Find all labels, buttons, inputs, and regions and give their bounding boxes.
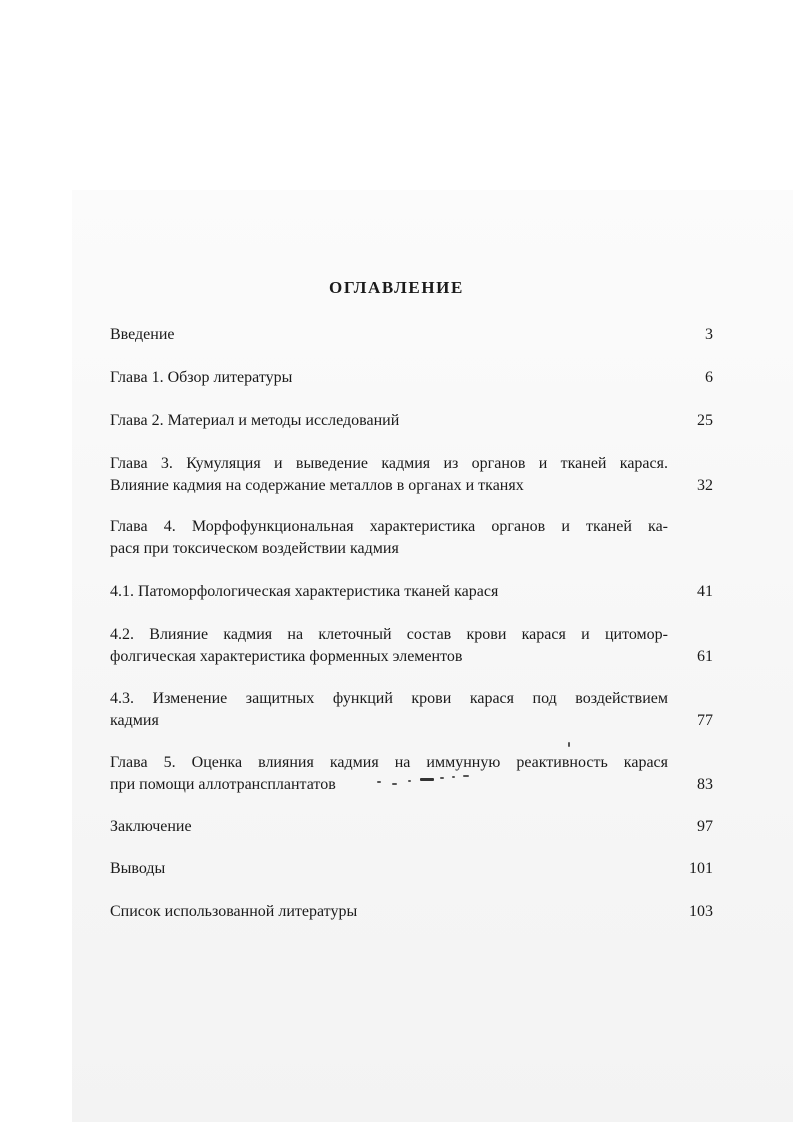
toc-entry-page: 103 [689, 903, 713, 920]
toc-entry-title-line-1: 4.2. Влияние кадмия на клеточный состав крови карася и цитомор- [110, 626, 668, 643]
toc-entry-page: 77 [697, 712, 713, 729]
scan-speck [568, 742, 570, 747]
scan-speck [420, 778, 434, 781]
toc-entry-page: 3 [705, 326, 713, 343]
scan-speck [392, 783, 397, 785]
toc-entry-chapter-5 [110, 752, 713, 796]
toc-entry-title-line-1: Глава 4. Морфофункциональная характеристика органов и тканей ка- [110, 518, 668, 535]
toc-entry-chapter-4 [110, 516, 713, 560]
toc-entry-introduction [110, 324, 713, 346]
toc-entry-section-4-3 [110, 688, 713, 732]
toc-entry-bibliography [110, 901, 713, 923]
toc-entry-title-line-2: кадмия [110, 712, 159, 729]
toc-heading: ОГЛАВЛЕНИЕ [329, 278, 464, 297]
toc-entry-title-line-2: рася при токсическом воздействии кадмия [110, 540, 399, 557]
scan-speck [440, 777, 444, 779]
scan-speck [377, 781, 381, 783]
toc-entry-page: 61 [697, 648, 713, 665]
toc-entry-title: Введение [110, 326, 175, 343]
toc-entry-chapter-1 [110, 367, 713, 389]
toc-entry-findings [110, 858, 713, 880]
scan-speck [463, 775, 469, 777]
toc-entry-title-line-2: при помощи аллотрансплантатов [110, 776, 336, 793]
scan-speck [408, 780, 411, 782]
toc-entry-title: 4.1. Патоморфологическая характеристика тканей карася [110, 583, 499, 600]
toc-entry-title-line-2: фолгическая характеристика форменных элементов [110, 648, 463, 665]
toc-entry-title: Глава 2. Материал и методы исследований [110, 412, 400, 429]
toc-entry-title: Выводы [110, 860, 166, 877]
toc-entry-page: 25 [697, 412, 713, 429]
toc-entry-page: 97 [697, 818, 713, 835]
toc-entry-title-line-2: Влияние кадмия на содержание металлов в органах и тканях [110, 477, 524, 494]
toc-entry-page: 83 [697, 776, 713, 793]
toc-entry-title-line-1: 4.3. Изменение защитных функций крови карася под воздействием [110, 690, 668, 707]
toc-entry-title: Глава 1. Обзор литературы [110, 369, 293, 386]
toc-entry-chapter-3 [110, 453, 713, 497]
toc-entry-title-line-1: Глава 3. Кумуляция и выведение кадмия из органов и тканей карася. [110, 455, 668, 472]
toc-entry-page: 6 [705, 369, 713, 386]
toc-entry-section-4-1 [110, 581, 713, 603]
scan-speck [452, 776, 455, 778]
toc-entry-page: 32 [697, 477, 713, 494]
toc-entry-section-4-2 [110, 624, 713, 668]
toc-entry-conclusion [110, 816, 713, 838]
toc-entry-chapter-2 [110, 410, 713, 432]
toc-entry-title: Заключение [110, 818, 192, 835]
toc-entry-title: Список использованной литературы [110, 903, 358, 920]
toc-entry-page: 101 [689, 860, 713, 877]
toc-entry-page: 41 [697, 583, 713, 600]
toc-entry-title-line-1: Глава 5. Оценка влияния кадмия на иммунную реактивность карася [110, 754, 668, 771]
